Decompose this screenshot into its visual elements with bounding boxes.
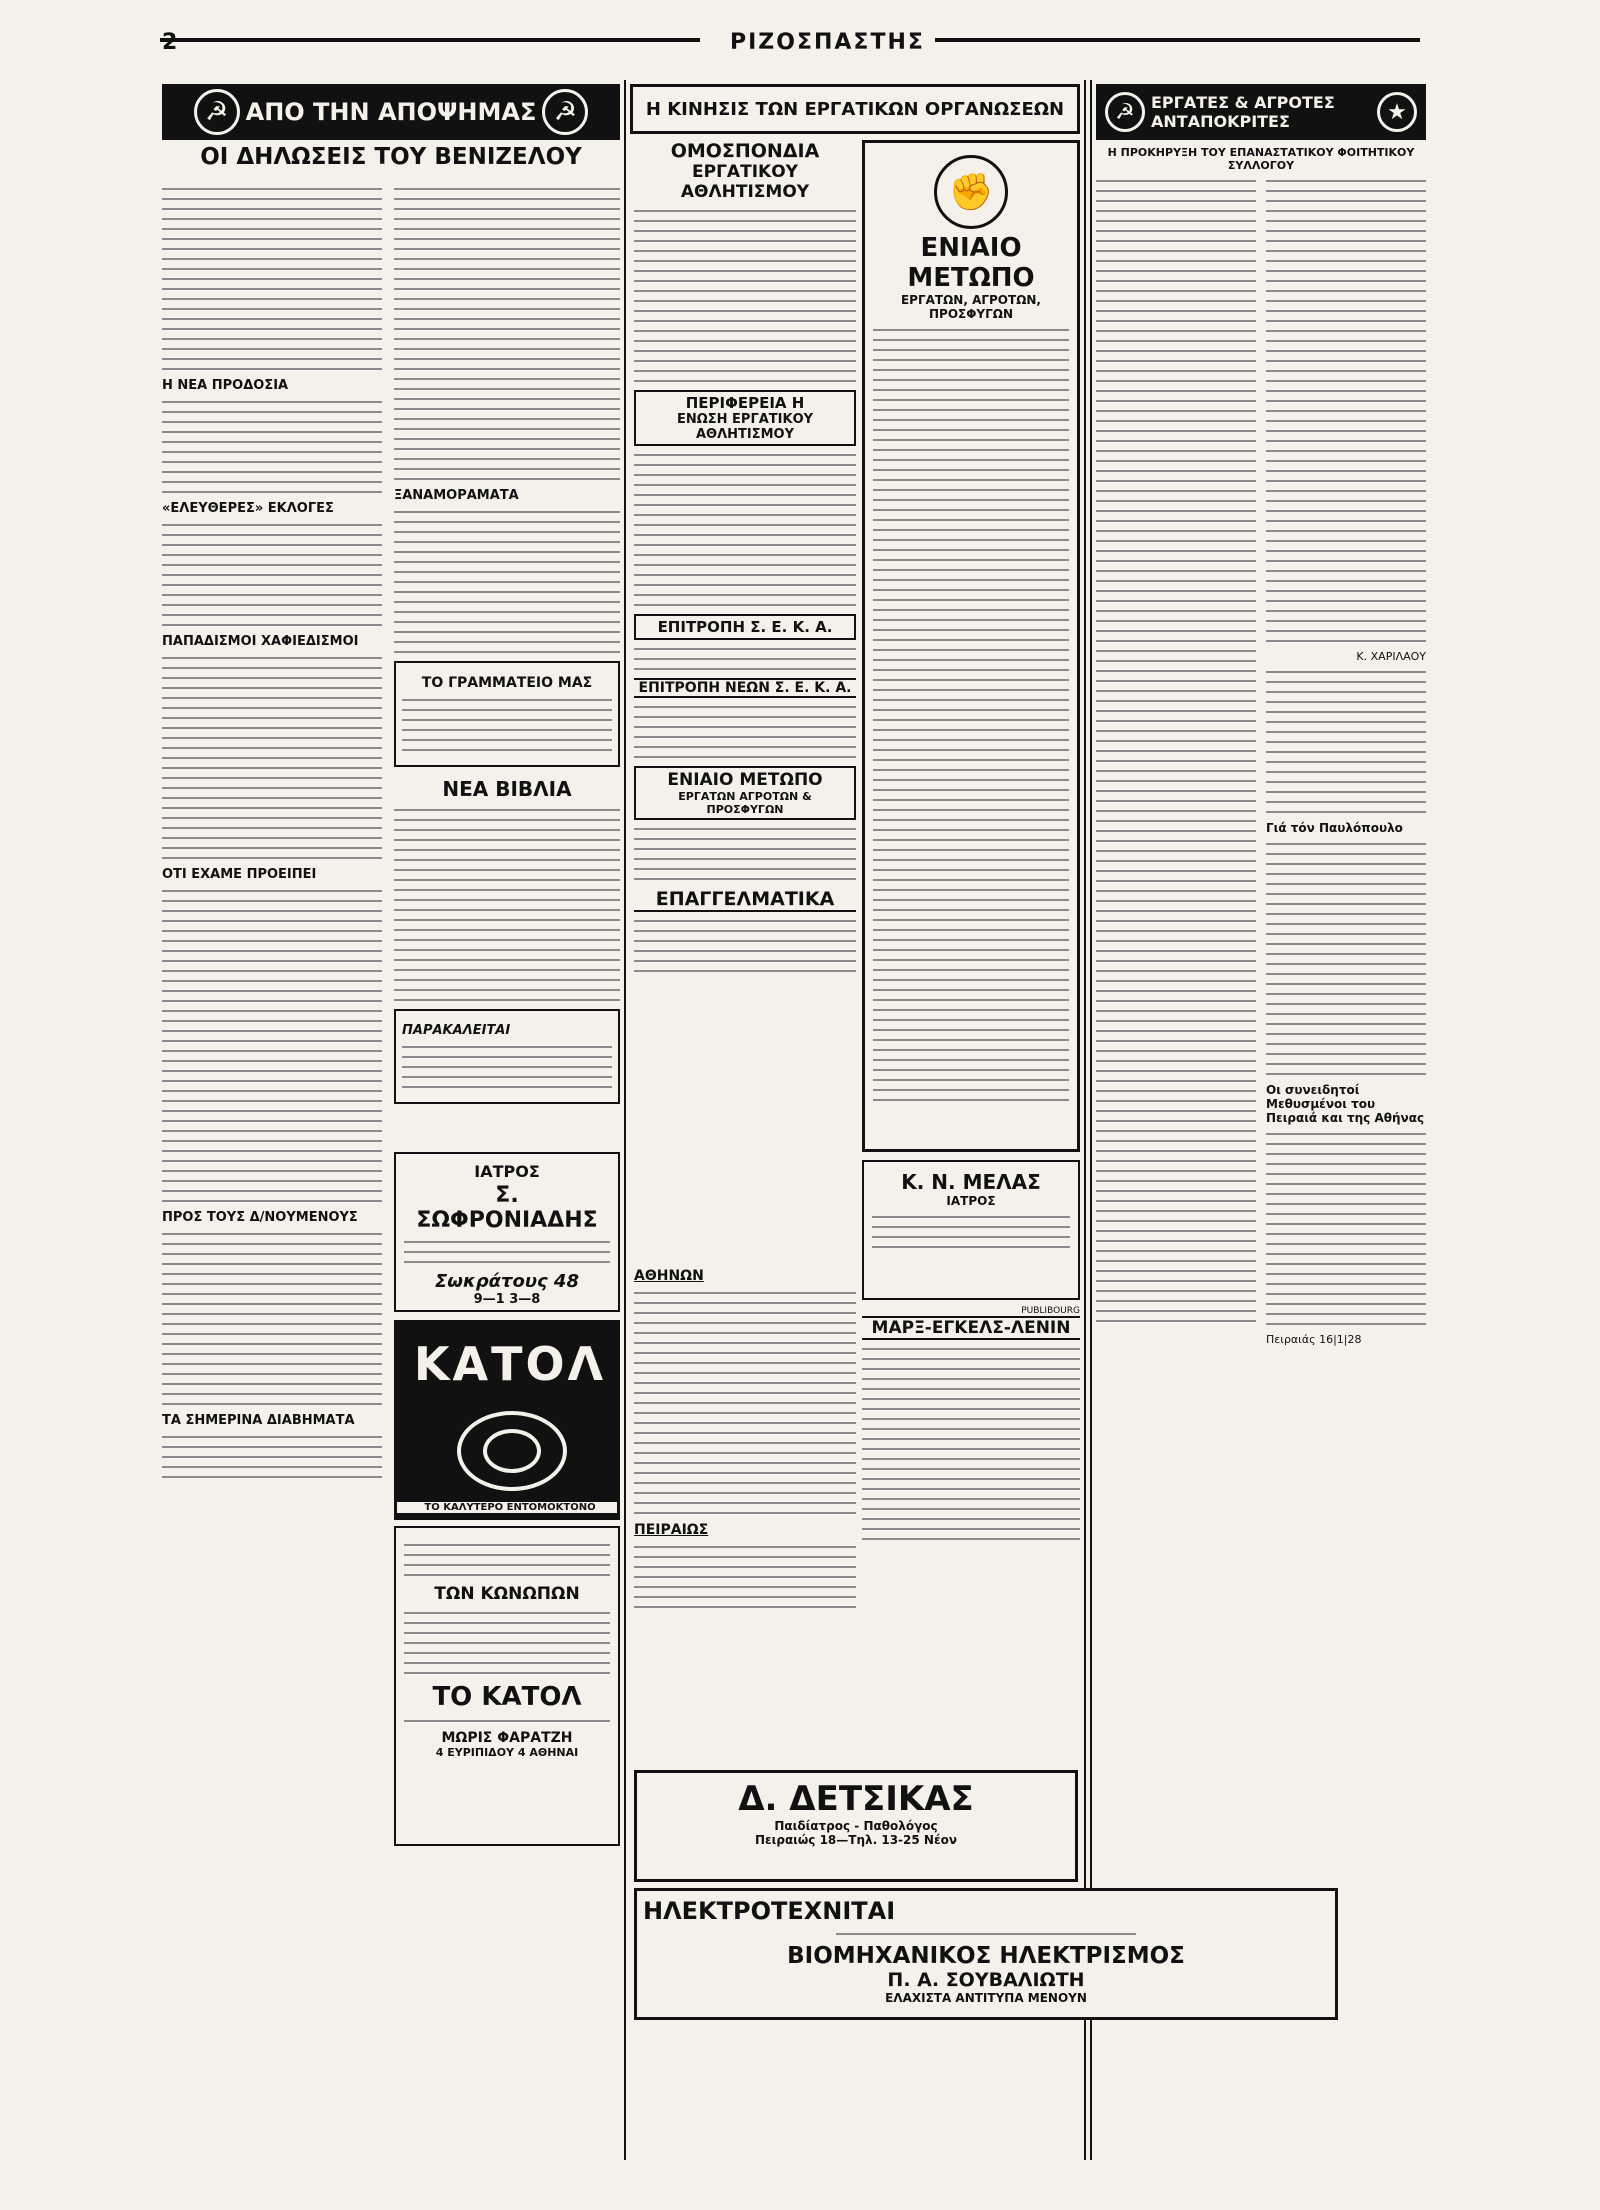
- section-heading: ΤΑ ΣΗΜΕΡΙΝΑ ΔΙΑΒΗΜΑΤΑ: [162, 1413, 355, 1428]
- section-heading: Οι συνειδητοί Μεθυσμένοι του Πειραιά και της Αθήνας: [1266, 1083, 1425, 1125]
- ad-katol-brand-repeat: ΤΟ ΚΑΤΟΛ: [432, 1682, 582, 1712]
- col4-headline: Η ΠΡΟΚΗΡΥΞΗ ΤΟΥ ΕΠΑΝΑΣΤΑΤΙΚΟΥ ΦΟΙΤΗΤΙΚΟΥ ΣΥΛΛΟΓΟΥ: [1107, 146, 1415, 172]
- header-rule-left: [160, 38, 700, 42]
- section-heading: ΕΠΙΤΡΟΠΗ ΝΕΩΝ Σ. Ε. Κ. Α.: [634, 678, 856, 698]
- section-heading: ΑΘΗΝΩΝ: [634, 1268, 704, 1284]
- col4-text-left: [1096, 172, 1256, 1882]
- col3-heading-2: ΕΡΓΑΤΙΚΟΥ ΑΘΛΗΤΙΣΜΟΥ: [680, 162, 810, 202]
- eniaio-metopo-subtitle: ΕΡΓΑΤΩΝ, ΑΓΡΟΤΩΝ, ΠΡΟΣΦΥΓΩΝ: [900, 293, 1041, 321]
- ad-electric-author: Π. Α. ΣΟΥΒΑΛΙΩΤΗ: [887, 1969, 1085, 1991]
- ad-katol-phrase: ΤΩΝ ΚΩΝΩΠΩΝ: [434, 1584, 580, 1604]
- body-text: [404, 1544, 610, 1576]
- ad-detsikas-address: Πειραιώς 18—Τηλ. 13-25 Νέον: [754, 1833, 958, 1847]
- col1-headline: ΟΙ ΔΗΛΩΣΕΙΣ ΤΟΥ ΒΕΝΙΖΕΛΟΥ: [200, 144, 582, 170]
- column-rule-3: [1090, 80, 1092, 2160]
- ad-address: Σωκράτους 48: [435, 1271, 579, 1292]
- body-text: [634, 648, 856, 670]
- body-text: [404, 1720, 610, 1722]
- ad-electric: [634, 1888, 1338, 2020]
- body-text: [394, 809, 620, 1001]
- eniaio-metopo-box: [862, 140, 1080, 1152]
- body-text: [162, 401, 382, 493]
- col1-text-left: [162, 180, 382, 2160]
- ad-detsikas: [634, 1770, 1078, 1882]
- body-text: [634, 1546, 856, 1608]
- ad-electric-sub: ΒΙΟΜΗΧΑΝΙΚΟΣ ΗΛΕΚΤΡΙΣΜΟΣ: [787, 1943, 1185, 1969]
- body-text: [872, 1216, 1070, 1248]
- page-number: 2: [162, 30, 178, 55]
- grammateio-box: [394, 661, 620, 767]
- section-heading: ΝΕΑ ΒΙΒΛΙΑ: [442, 777, 572, 801]
- body-text: [873, 329, 1069, 1101]
- notice-box: [394, 1009, 620, 1104]
- ad-electric-title: ΗΛΕΚΤΡΟΤΕΧΝΙΤΑΙ: [643, 1897, 896, 1925]
- eniaio-metopo-title: ΕΝΙΑΙΟ ΜΕΤΩΠΟ: [907, 233, 1035, 293]
- ad-katol-graphic: [394, 1320, 620, 1520]
- body-text: [1266, 843, 1426, 1075]
- ad-doctor-melas: [862, 1160, 1080, 1300]
- header-rule-right: [900, 38, 1420, 42]
- body-text: [162, 524, 382, 626]
- body-text: [394, 511, 620, 653]
- ad-katol-tagline: ΤΟ ΚΑΛΥΤΕΡΟ ΕΝΤΟΜΟΚΤΟΝΟ: [397, 1502, 620, 1513]
- body-text: [634, 1292, 856, 1514]
- ad-detsikas-name: Δ. ΔΕΤΣΙΚΑΣ: [738, 1779, 974, 1819]
- col3-banner: [630, 84, 1080, 134]
- section-heading: ΠΑΠΑΔΙΣΜΟΙ ΧΑΦΙΕΔΙΣΜΟΙ: [162, 634, 359, 649]
- col1-banner: [162, 84, 620, 140]
- ad-doctor-name: Σ. ΣΩΦΡΟΝΙΑΔΗΣ: [416, 1183, 598, 1233]
- ad-detsikas-role: Παιδίατρος - Παθολόγος: [774, 1819, 938, 1833]
- section-heading: «ΕΛΕΥΘΕΡΕΣ» ΕΚΛΟΓΕΣ: [162, 501, 334, 516]
- col4-date: Πειραιάς 16|1|28: [1266, 1333, 1362, 1346]
- body-text: [402, 1046, 612, 1088]
- ad-electric-price-note: ΕΛΑΧΙΣΤΑ ΑΝΤΙΤΥΠΑ ΜΕΝΟΥΝ: [885, 1991, 1087, 2005]
- section-heading: ΠΕΡΙΦΕΡΕΙΑ Η: [685, 394, 805, 412]
- col4-banner: [1096, 84, 1426, 140]
- ad-katol-brand: ΚΑΤΟΛ: [413, 1337, 607, 1391]
- ad-hours: 9—1 3—8: [473, 1292, 541, 1307]
- section-heading: ΕΠΙΤΡΟΠΗ Σ. Ε. Κ. Α.: [634, 614, 856, 640]
- masthead: ΡΙΖΟΣΠΑΣΤΗΣ: [720, 30, 935, 55]
- body-text: [162, 890, 382, 1202]
- body-text: [1096, 180, 1256, 1322]
- coil-icon-inner: [483, 1429, 541, 1473]
- section-heading: ΞΑΝΑΜΟΡΑΜΑΤΑ: [394, 488, 519, 503]
- ad-melas-role: ΙΑΤΡΟΣ: [946, 1194, 996, 1208]
- fist-icon: ✊: [934, 155, 1008, 229]
- body-text: [634, 828, 856, 880]
- body-text: [394, 188, 620, 480]
- column-rule-1: [624, 80, 626, 2160]
- body-text: [634, 706, 856, 758]
- section-heading: ΕΠΑΓΓΕΛΜΑΤΙΚΑ: [634, 888, 856, 912]
- ad-books-title: ΜΑΡΞ-ΕΓΚΕΛΣ-ΛΕΝΙΝ: [862, 1316, 1080, 1340]
- body-text: [634, 210, 856, 382]
- column-rule-2: [1084, 80, 1086, 2160]
- body-text: [1266, 180, 1426, 642]
- star-icon: ★: [1377, 92, 1417, 132]
- col1-banner-title: ΑΠΟ ΤΗΝ ΑΠΟΨΗΜΑΣ: [245, 98, 537, 126]
- col3-heading: ΟΜΟΣΠΟΝΔΙΑ: [670, 140, 820, 162]
- body-text: [402, 699, 612, 751]
- section-heading: ΤΟ ΓΡΑΜΜΑΤΕΙΟ ΜΑΣ: [421, 675, 593, 691]
- col4-banner-title: ΕΡΓΑΤΕΣ & ΑΓΡΟΤΕΣ ΑΝΤΑΠΟΚΡΙΤΕΣ: [1151, 93, 1335, 131]
- body-text: [162, 188, 382, 370]
- body-text: [836, 1933, 1136, 1935]
- body-text: [1266, 1133, 1426, 1325]
- section-heading: ΠΕΙΡΑΙΩΣ: [634, 1522, 709, 1538]
- body-text: [634, 454, 856, 606]
- body-text: [162, 1436, 382, 1478]
- ad-role: ΙΑΤΡΟΣ: [474, 1162, 540, 1181]
- section-heading: Η ΝΕΑ ΠΡΟΔΟΣΙΑ: [162, 378, 289, 393]
- hammer-sickle-icon-right: ☭: [542, 89, 588, 135]
- notice-heading: ΠΑΡΑΚΑΛΕΙΤΑΙ: [402, 1023, 511, 1038]
- body-text: [1266, 671, 1426, 813]
- ad-katol-seller-address: 4 ΕΥΡΙΠΙΔΟΥ 4 ΑΘΗΝΑΙ: [435, 1746, 579, 1759]
- col4-text-right: [1266, 172, 1426, 1882]
- section-heading: ΟΤΙ ΕΧΑΜΕ ΠΡΟΕΙΠΕΙ: [162, 867, 317, 882]
- col4-signature: Κ. ΧΑΡΙΛΑΟΥ: [1356, 650, 1426, 663]
- body-text: [162, 657, 382, 859]
- section-heading: Γιά τόν Παυλόπουλο: [1266, 821, 1403, 835]
- ad-katol-text: [394, 1526, 620, 1846]
- body-text: [162, 1233, 382, 1405]
- body-text: [404, 1612, 610, 1674]
- body-text: [862, 1348, 1080, 1540]
- col3-banner-title: Η ΚΙΝΗΣΙΣ ΤΩΝ ΕΡΓΑΤΙΚΩΝ ΟΡΓΑΝΩΣΕΩΝ: [645, 98, 1065, 120]
- section-heading: ΠΡΟΣ ΤΟΥΣ Δ/ΝΟΥΜΕΝΟΥΣ: [162, 1210, 358, 1225]
- ad-melas-name: Κ. Ν. ΜΕΛΑΣ: [901, 1170, 1041, 1194]
- ad-doctor-sofroniadis: [394, 1152, 620, 1312]
- section-heading: ΕΝΙΑΙΟ ΜΕΤΩΠΟ: [667, 770, 823, 790]
- section-heading-2: ΕΡΓΑΤΩΝ ΑΓΡΟΤΩΝ & ΠΡΟΣΦΥΓΩΝ: [678, 790, 812, 816]
- section-heading-2: ΕΝΩΣΗ ΕΡΓΑΤΙΚΟΥ ΑΘΛΗΤΙΣΜΟΥ: [676, 412, 814, 442]
- hammer-sickle-icon: ☭: [194, 89, 240, 135]
- body-text: [634, 920, 856, 972]
- eniaio-box: [634, 766, 856, 820]
- perifereia-box: [634, 390, 856, 446]
- ad-books-publisher: PUBLIBOURG: [1021, 1306, 1080, 1316]
- body-text: [404, 1241, 610, 1263]
- ad-books: [862, 1306, 1080, 1736]
- ad-katol-seller: ΜΩΡΙΣ ΦΑΡΑΤΖΗ: [441, 1730, 573, 1746]
- hammer-sickle-icon: ☭: [1105, 92, 1145, 132]
- col3-text: [634, 140, 856, 1260]
